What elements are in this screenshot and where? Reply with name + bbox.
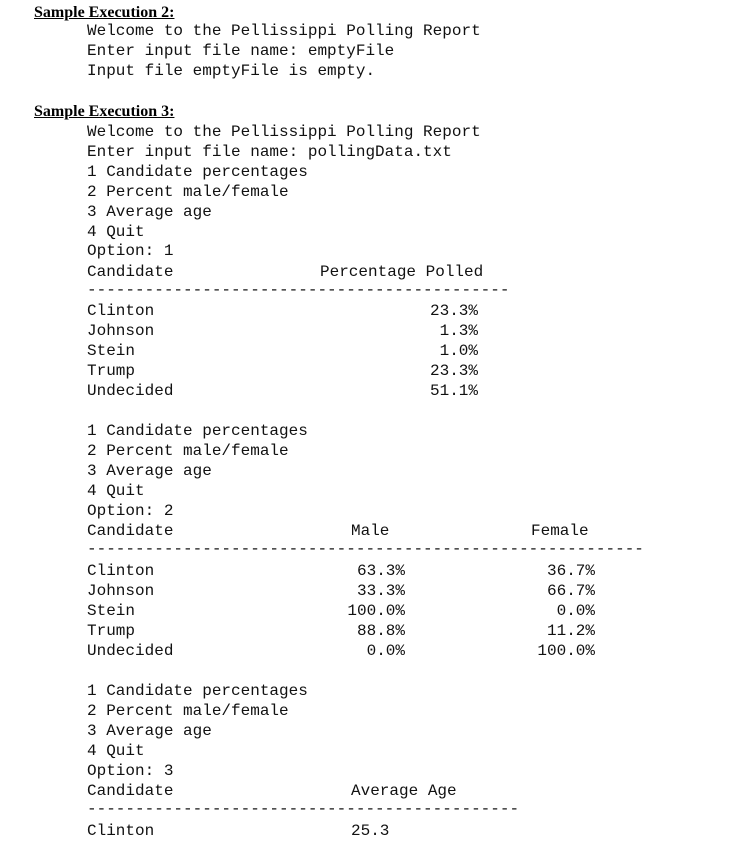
table-rule: --------------------------------------------- [87,800,520,818]
option-prompt: Option: 2 [87,502,174,520]
console-line: Enter input file name: emptyFile [87,42,395,60]
table-cell-female: 11.2% [546,622,595,640]
menu-item: 1 Candidate percentages [87,682,308,700]
table-cell-female: 100.0% [537,642,595,660]
table-cell-name: Trump [87,622,136,640]
table-cell-name: Clinton [87,822,155,840]
table-cell-name: Stein [87,602,136,620]
table-cell-value: 1.0% [439,342,478,360]
menu-item: 2 Percent male/female [87,702,289,720]
table-header-candidate: Candidate [87,263,174,281]
table-header-candidate: Candidate [87,782,174,800]
menu-item: 4 Quit [87,223,145,241]
table-header-percentage: Percentage Polled [320,263,484,281]
console-line: Welcome to the Pellissippi Polling Report [87,123,481,141]
menu-item: 2 Percent male/female [87,183,289,201]
table-cell-name: Johnson [87,582,155,600]
table-cell-value: 1.3% [439,322,478,340]
console-line: Welcome to the Pellissippi Polling Report [87,22,481,40]
table-header-candidate: Candidate [87,522,174,540]
menu-item: 4 Quit [87,482,145,500]
sample2-heading: Sample Execution 2: [34,4,175,21]
table-rule: -------------------------------------------- [87,281,510,299]
table-cell-value: 23.3% [429,302,478,320]
table-cell-name: Stein [87,342,136,360]
table-cell-name: Trump [87,362,136,380]
menu-item: 4 Quit [87,742,145,760]
sample3-heading: Sample Execution 3: [34,103,175,120]
table-cell-male: 33.3% [356,582,405,600]
table-header-male: Male [351,522,390,540]
table-cell-female: 66.7% [546,582,595,600]
menu-item: 3 Average age [87,462,212,480]
table-cell-name: Clinton [87,562,155,580]
table-cell-male: 0.0% [366,642,405,660]
menu-item: 3 Average age [87,203,212,221]
table-cell-female: 0.0% [556,602,595,620]
table-cell-female: 36.7% [546,562,595,580]
table-cell-name: Johnson [87,322,155,340]
table-cell-male: 63.3% [356,562,405,580]
option-prompt: Option: 3 [87,762,174,780]
console-line: Input file emptyFile is empty. [87,62,376,80]
table-cell-name: Clinton [87,302,155,320]
option-prompt: Option: 1 [87,242,174,260]
table-cell-male: 88.8% [356,622,405,640]
table-rule: ---------------------------------------------------------- [87,540,644,558]
console-line: Enter input file name: pollingData.txt [87,143,452,161]
table-header-female: Female [531,522,589,540]
menu-item: 2 Percent male/female [87,442,289,460]
menu-item: 3 Average age [87,722,212,740]
table-cell-name: Undecided [87,382,174,400]
menu-item: 1 Candidate percentages [87,163,308,181]
table-cell-male: 100.0% [347,602,405,620]
menu-item: 1 Candidate percentages [87,422,308,440]
table-header-average-age: Average Age [351,782,457,800]
table-cell-value: 25.3 [351,822,390,840]
table-cell-value: 51.1% [429,382,478,400]
table-cell-name: Undecided [87,642,174,660]
table-cell-value: 23.3% [429,362,478,380]
